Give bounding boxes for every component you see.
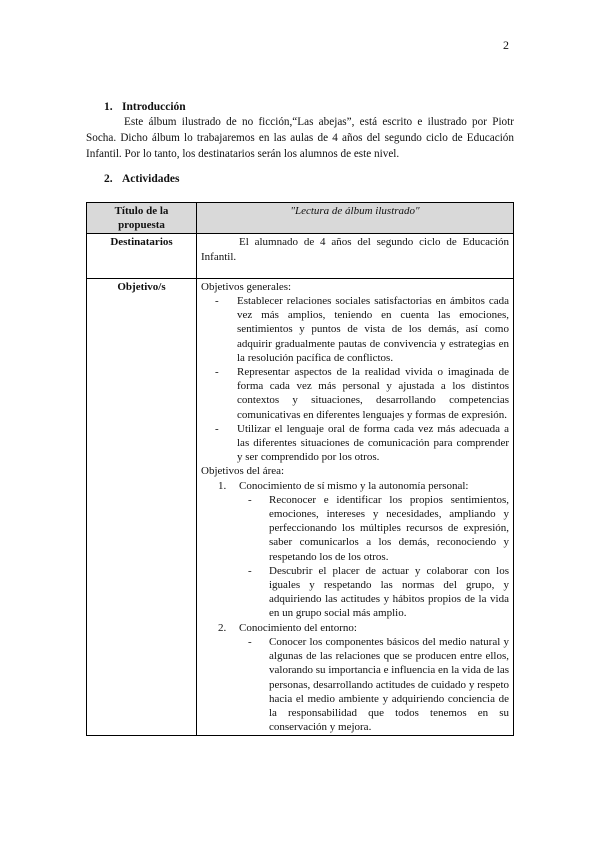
label-destinatarios: Destinatarios — [87, 234, 197, 278]
list-item — [201, 635, 509, 734]
value-titulo: "Lectura de álbum ilustrado" — [197, 203, 514, 234]
list-item — [201, 493, 509, 564]
table-row-objetivos — [87, 278, 514, 736]
list-item-text: Utilizar el lenguaje oral de forma cada vez más adecuada a las diferentes situaciones de comunicación para comprender y ser comprendido por los otros. — [237, 422, 509, 464]
area-number: 1. — [218, 479, 227, 492]
area-title: Conocimiento del entorno: — [239, 621, 357, 634]
list-item-text: Representar aspectos de la realidad vivida o imaginada de forma cada vez más personal y ajustada a los distintos contextos y situaciones, desarrollando competencias comunicativas en diferentes lenguajes y formas de expresión. — [237, 366, 509, 421]
list-item-text: Descubrir el placer de actuar y colaborar con los iguales y respetando las normas del grupo, y adquiriendo las actitudes y hábitos propios de la vida en un grupo social más amplio. — [269, 564, 509, 620]
list-item — [201, 564, 509, 621]
bullet: - — [215, 366, 219, 379]
bullet: - — [248, 564, 252, 577]
list-item-text: Reconocer e identificar los propios sentimientos, emociones, intereses y necesidades, ampliando y perfeccionando los múltiples recursos de expresión, saber comunicarlos a los demás, reconociendo y respetando los de los otros. — [269, 493, 509, 563]
list-item-text: Establecer relaciones sociales satisfactorias en ámbitos cada vez más amplios, teniendo en cuenta las emociones, sentimientos y puntos de vista de los demás, así como adquirir gradualmente pautas de convivencia y estrategias en la resolución pacífica de conflictos. — [237, 295, 509, 364]
area-objectives-heading: Objetivos del área: — [201, 465, 285, 478]
list-item — [201, 294, 509, 365]
bullet: - — [215, 295, 219, 308]
label-titulo: Título de la propuesta — [87, 203, 197, 234]
area-heading-2 — [201, 621, 509, 635]
bullet: - — [248, 493, 252, 506]
value-objetivos — [197, 278, 514, 736]
table-row-title — [87, 203, 514, 234]
section-heading-actividades — [104, 173, 180, 185]
activity-table — [86, 202, 514, 736]
area-title: Conocimiento de sí mismo y la autonomía personal: — [239, 479, 469, 492]
value-destinatarios: El alumnado de 4 años del segundo ciclo de Educación Infantil. — [197, 234, 514, 278]
table-row-destinatarios — [87, 234, 514, 278]
section-number: 2. — [104, 173, 113, 185]
area-number: 2. — [218, 621, 227, 634]
section-title: Introducción — [122, 101, 186, 113]
section-number: 1. — [104, 101, 113, 113]
intro-paragraph: Este álbum ilustrado de no ficción,“Las abejas”, está escrito e ilustrado por Piotr Socha. Dicho álbum lo trabajaremos en las aulas de 4 años del segundo ciclo de Educación Infantil. Por lo tanto, los destinatarios serán los alumnos de este nivel. — [86, 116, 514, 160]
list-item — [201, 422, 509, 465]
area-heading-1 — [201, 479, 509, 493]
general-objectives-heading: Objetivos generales: — [201, 280, 292, 293]
section-title: Actividades — [122, 173, 180, 185]
page-number: 2 — [503, 38, 509, 52]
section-heading-introduccion — [104, 101, 186, 113]
bullet: - — [248, 635, 252, 648]
list-item — [201, 365, 509, 422]
label-objetivos: Objetivo/s — [87, 278, 197, 736]
bullet: - — [215, 422, 219, 435]
list-item-text: Conocer los componentes básicos del medio natural y algunas de las relaciones que se producen entre ellos, valorando su importancia e influencia en la vida de las personas, desarrollando actitudes de cuidado y respeto hacia el medio ambiente y adquiriendo conciencia de la responsabilidad que todos tenemos en su conservación y mejora. — [269, 635, 509, 734]
